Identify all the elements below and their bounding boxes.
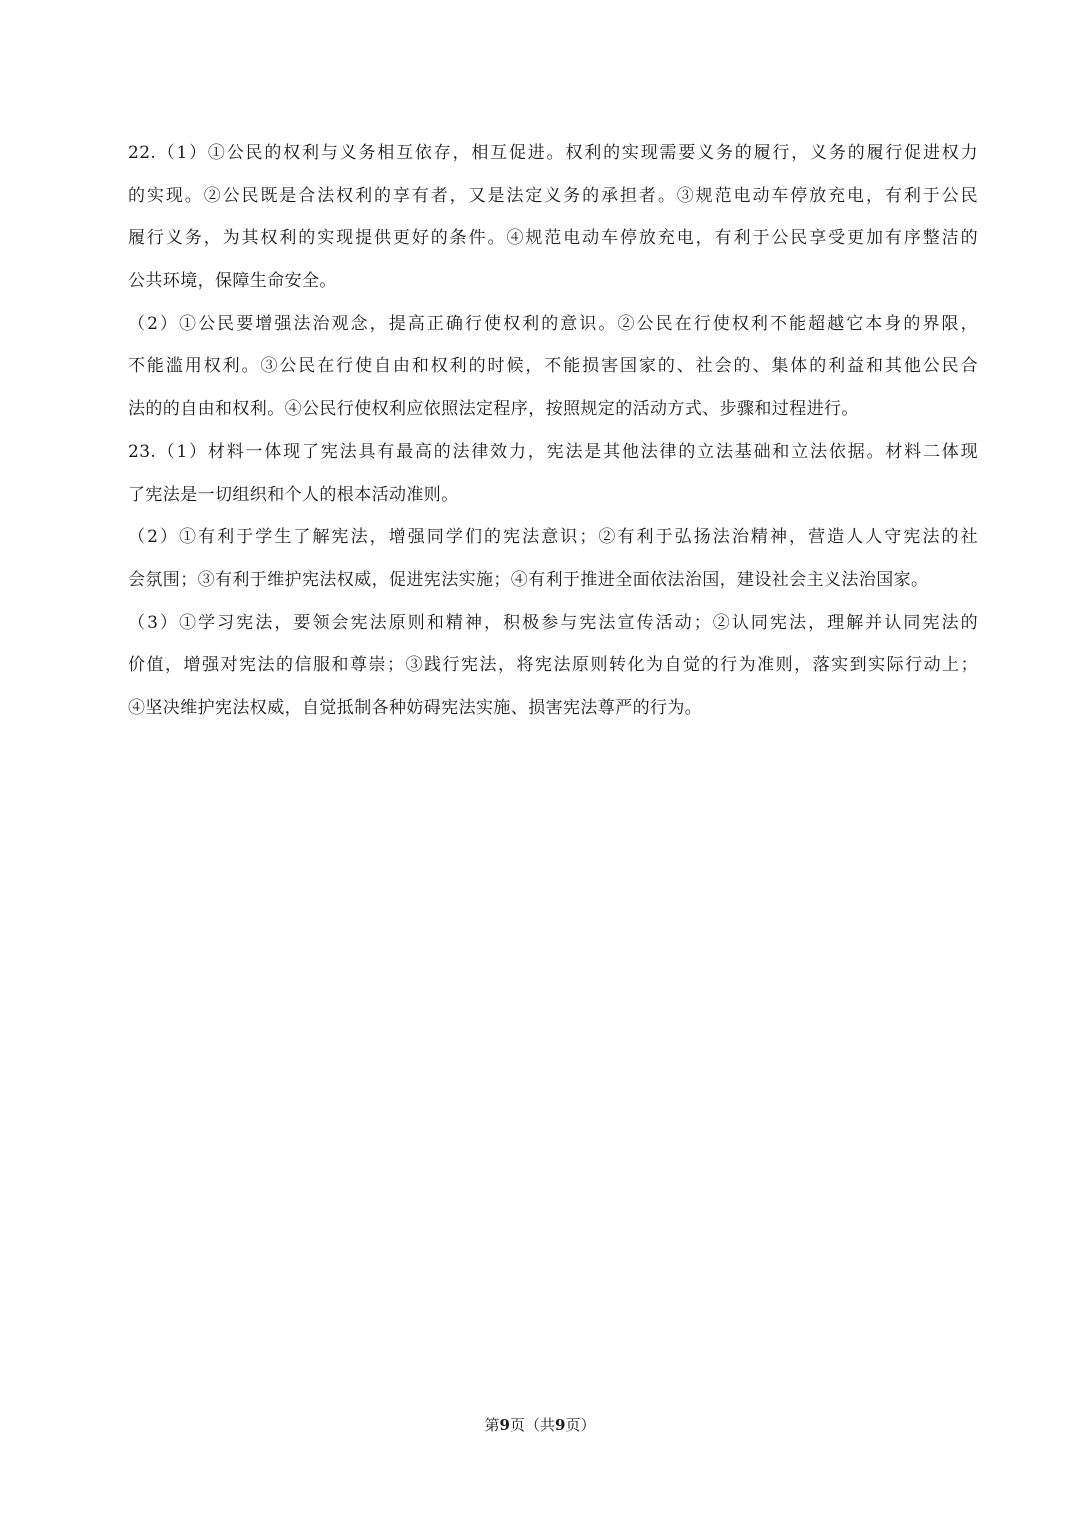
text-line-q22-3: 履行义务，为其权利的实现提供更好的条件。④规范电动车停放充电，有利于公民享受更加有序整洁的 bbox=[128, 228, 978, 249]
text-line-q22-part2-3: 法的的自由和权利。④公民行使权利应依照法定程序，按照规定的活动方式、步骤和过程进行。 bbox=[128, 399, 859, 420]
page-footer bbox=[0, 1413, 1080, 1437]
text-line-q22-part2-1: （2）①公民要增强法治观念，提高正确行使权利的意识。②公民在行使权利不能超越它本身的界限， bbox=[128, 313, 978, 334]
text-line-q23-part3-3: ④坚决维护宪法权威，自觉抵制各种妨碍宪法实施、损害宪法尊严的行为。 bbox=[128, 697, 703, 718]
text-line-q22-4: 公共环境，保障生命安全。 bbox=[128, 271, 337, 292]
text-line-q22-part2-2: 不能滥用权利。③公民在行使自由和权利的时候，不能损害国家的、社会的、集体的利益和其他公民合 bbox=[128, 356, 978, 377]
text-line-q22-1: 22.（1）①公民的权利与义务相互依存，相互促进。权利的实现需要义务的履行，义务的履行促进权力 bbox=[128, 143, 978, 163]
answer-text-block bbox=[128, 132, 978, 730]
footer-total-pages: 9 bbox=[555, 1416, 566, 1434]
footer-suffix: 页） bbox=[565, 1416, 596, 1434]
text-line-q22-2: 的实现。②公民既是合法权利的享有者，又是法定义务的承担者。③规范电动车停放充电，有利于公民 bbox=[128, 185, 978, 206]
footer-middle: 页（共 bbox=[509, 1416, 555, 1434]
text-line-q23-part2-1: （2）①有利于学生了解宪法，增强同学们的宪法意识；②有利于弘扬法治精神，营造人人守宪法的社 bbox=[128, 527, 978, 548]
text-line-q23-2: 了宪法是一切组织和个人的根本活动准则。 bbox=[128, 484, 459, 505]
footer-prefix: 第 bbox=[484, 1416, 500, 1434]
text-line-q23-part3-1: （3）①学习宪法，要领会宪法原则和精神，积极参与宪法宣传活动；②认同宪法，理解并认同宪法的 bbox=[128, 612, 978, 633]
text-line-q23-1: 23.（1）材料一体现了宪法具有最高的法律效力，宪法是其他法律的立法基础和立法依据。材料二体现 bbox=[128, 441, 978, 462]
text-line-q23-part2-2: 会氛围；③有利于维护宪法权威，促进宪法实施；④有利于推进全面依法治国，建设社会主义法治国家。 bbox=[128, 569, 929, 590]
footer-page-number: 9 bbox=[499, 1416, 510, 1434]
text-line-q23-part3-2: 价值，增强对宪法的信服和尊崇；③践行宪法，将宪法原则转化为自觉的行为准则，落实到实际行动上； bbox=[128, 655, 978, 676]
